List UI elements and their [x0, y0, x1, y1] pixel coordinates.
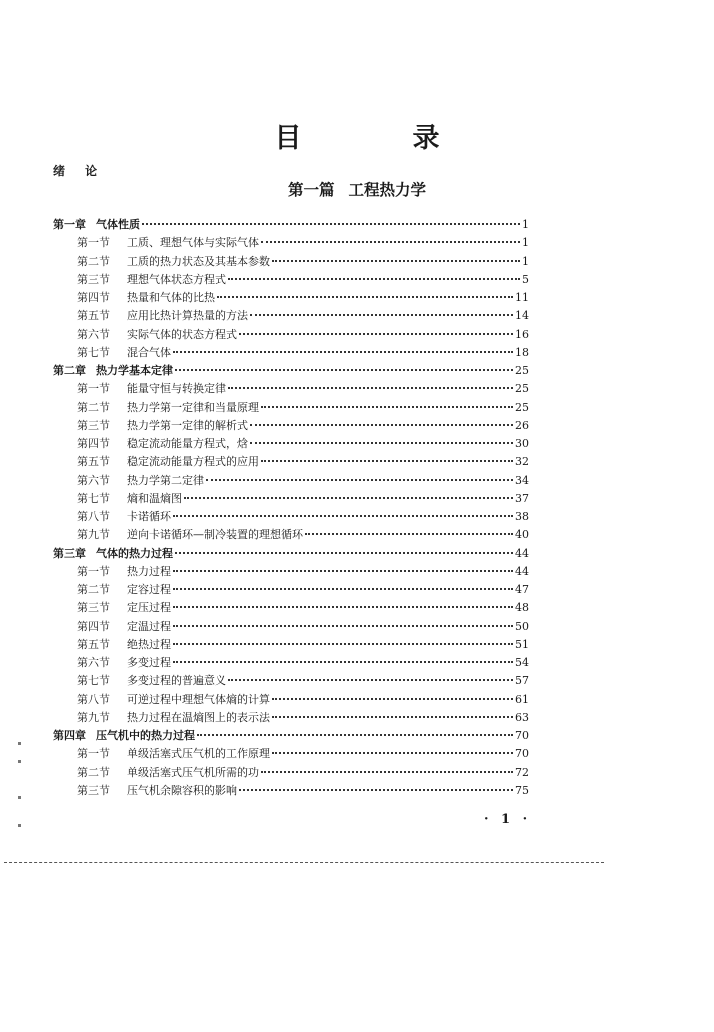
toc-section-row [53, 672, 529, 690]
toc-entry-number: 第五节 [77, 309, 110, 323]
toc-chapter-row [53, 727, 529, 745]
toc-section-row [53, 782, 529, 800]
toc-leader-dots [173, 643, 513, 645]
toc-leader-dots [228, 679, 513, 681]
toc-entry-number: 第九节 [77, 528, 110, 542]
scan-edge-line [4, 862, 604, 863]
toc-entry-number: 第四章 [53, 729, 86, 742]
toc-entry-title: 多变过程的普遍意义 [127, 674, 226, 688]
toc-leader-dots [197, 734, 513, 736]
toc-page-number: 70 [515, 747, 529, 761]
toc-leader-dots [305, 533, 513, 535]
toc-entry-title: 工质、理想气体与实际气体 [127, 236, 259, 250]
toc-entry-number: 第二节 [77, 583, 110, 596]
toc-leader-dots [261, 460, 513, 462]
toc-entry-number: 第三章 [53, 546, 86, 560]
toc-chapter-row [53, 362, 529, 380]
toc-leader-dots [272, 260, 520, 262]
toc-entry-title: 单级活塞式压气机的工作原理 [127, 747, 270, 761]
toc-entry-number: 第五节 [77, 455, 110, 469]
toc-page-number: 48 [515, 601, 529, 615]
scan-speck [18, 824, 21, 827]
toc-entry-number: 第六节 [77, 656, 110, 669]
toc-page-number: 1 [522, 218, 529, 231]
toc-section-row [53, 745, 529, 763]
toc-leader-dots [261, 771, 513, 773]
toc-page-number: 75 [515, 783, 529, 797]
toc-entry-title: 压气机中的热力过程 [96, 729, 195, 742]
toc-section-row [53, 234, 529, 252]
toc-entry-title: 热力学第二定律 [127, 473, 204, 487]
toc-section-row [53, 691, 529, 709]
toc-entry-number: 第七节 [77, 491, 110, 505]
toc-leader-dots [175, 369, 513, 371]
toc-leader-dots [250, 314, 513, 316]
toc-page-number: 1 [522, 254, 529, 268]
toc-page-number: 34 [515, 473, 529, 487]
part-title: 工程热力学 [348, 180, 427, 199]
toc-section-row [53, 472, 529, 490]
toc-page-number: 5 [522, 272, 529, 286]
toc-entry-title: 理想气体状态方程式 [127, 272, 226, 286]
toc-leader-dots [217, 296, 513, 298]
toc-entry-title: 热力学第一定律和当量原理 [127, 400, 259, 414]
toc-page-number: 47 [515, 583, 529, 596]
toc-page-number: 11 [515, 291, 529, 304]
toc-section-row [53, 417, 529, 435]
part-heading [0, 178, 714, 200]
toc-page-number: 61 [515, 692, 529, 706]
toc-entry-number: 第四节 [77, 291, 110, 304]
toc-page-number: 25 [515, 400, 529, 414]
toc-leader-dots [173, 570, 513, 572]
toc-page-number: 26 [515, 418, 529, 432]
toc-section-row [53, 618, 529, 636]
toc-entry-title: 卡诺循环 [127, 510, 171, 523]
toc-entry-number: 第七节 [77, 345, 110, 359]
toc-entry-title: 热力学基本定律 [96, 364, 173, 377]
toc-page-number: 40 [515, 528, 529, 542]
toc-page-number: 72 [515, 765, 529, 779]
toc-leader-dots [173, 515, 513, 517]
toc-entry-number: 第三节 [77, 418, 110, 432]
toc-entry-number: 第五节 [77, 637, 110, 651]
toc-entry-number: 第四节 [77, 437, 110, 450]
toc-entry-number: 第九节 [77, 710, 110, 724]
toc-section-row [53, 326, 529, 344]
toc-entry-title: 稳定流动能量方程式，焓 [127, 437, 248, 450]
toc-entry-title: 绝热过程 [127, 637, 171, 651]
toc-leader-dots [173, 606, 513, 608]
toc-entry-title: 能量守恒与转换定律 [127, 382, 226, 396]
toc-entry-title: 工质的热力状态及其基本参数 [127, 254, 270, 268]
toc-leader-dots [228, 387, 513, 389]
toc-section-row [53, 490, 529, 508]
toc-entry-number: 第一节 [77, 236, 110, 250]
toc-section-row [53, 453, 529, 471]
toc-section-row [53, 253, 529, 271]
toc-chapter-row [53, 216, 529, 234]
toc-page-number: 32 [515, 455, 529, 469]
toc-entry-title: 应用比热计算热量的方法 [127, 309, 248, 323]
toc-leader-dots [272, 752, 513, 754]
toc-entry-number: 第一章 [53, 218, 86, 231]
toc-entry-title: 多变过程 [127, 656, 171, 669]
toc-entry-title: 逆向卡诺循环—制冷装置的理想循环 [127, 528, 303, 542]
toc-entry-number: 第二章 [53, 364, 86, 377]
toc-entry-number: 第一节 [77, 382, 110, 396]
toc-entry-number: 第三节 [77, 272, 110, 286]
toc-entry-title: 单级活塞式压气机所需的功 [127, 765, 259, 779]
toc-section-row [53, 289, 529, 307]
toc-leader-dots [206, 479, 513, 481]
toc-page-number: 30 [515, 437, 529, 450]
intro-heading: 绪 论 [53, 164, 106, 178]
toc-section-row [53, 599, 529, 617]
toc-section-row [53, 581, 529, 599]
toc-entry-number: 第二节 [77, 765, 110, 779]
toc-section-row [53, 271, 529, 289]
toc-entry-title: 可逆过程中理想气体熵的计算 [127, 692, 270, 706]
toc-leader-dots [239, 333, 513, 335]
toc-page-number: 70 [515, 729, 529, 742]
toc-section-row [53, 508, 529, 526]
toc-section-row [53, 435, 529, 453]
toc-leader-dots [142, 223, 520, 225]
toc-page-number: 38 [515, 510, 529, 523]
toc-section-row [53, 563, 529, 581]
toc-leader-dots [250, 442, 513, 444]
toc-entry-title: 熵和温熵图 [127, 491, 182, 505]
toc-leader-dots [228, 278, 520, 280]
toc-section-row [53, 709, 529, 727]
toc-entry-number: 第七节 [77, 674, 110, 688]
scan-speck [18, 760, 21, 763]
toc-section-row [53, 344, 529, 362]
toc-section-row [53, 654, 529, 672]
toc-section-row [53, 307, 529, 325]
toc-page-number: 25 [515, 364, 529, 377]
toc-leader-dots [261, 241, 520, 243]
toc-leader-dots [173, 625, 513, 627]
toc-entry-number: 第一节 [77, 747, 110, 761]
toc-entry-title: 热力学第一定律的解析式 [127, 418, 248, 432]
toc-entry-number: 第二节 [77, 400, 110, 414]
toc-page-number: 44 [515, 564, 529, 578]
part-number: 第一篇 [287, 180, 335, 199]
toc-page-number: 44 [515, 546, 529, 560]
toc-entry-title: 稳定流动能量方程式的应用 [127, 455, 259, 469]
toc-entry-title: 气体的热力过程 [96, 546, 173, 560]
toc-entry-number: 第八节 [77, 692, 110, 706]
toc-page-number: 57 [515, 674, 529, 688]
toc-entry-number: 第四节 [77, 619, 110, 633]
toc-page-number: 25 [515, 382, 529, 396]
toc-entry-title: 热力过程 [127, 564, 171, 578]
toc-section-row [53, 764, 529, 782]
toc-entry-title: 混合气体 [127, 345, 171, 359]
toc-leader-dots [261, 406, 513, 408]
toc-leader-dots [173, 661, 513, 663]
toc-leader-dots [184, 497, 513, 499]
table-of-contents [53, 216, 529, 800]
toc-page-number: 1 [522, 236, 529, 250]
toc-leader-dots [173, 351, 513, 353]
toc-leader-dots [239, 789, 513, 791]
toc-page-number: 63 [515, 710, 529, 724]
toc-section-row [53, 380, 529, 398]
toc-page-number: 51 [515, 637, 529, 651]
toc-page-number: 37 [515, 491, 529, 505]
toc-leader-dots [175, 552, 513, 554]
toc-page-number: 18 [515, 345, 529, 359]
toc-entry-title: 定压过程 [127, 601, 171, 615]
page-title: 目 录 [274, 123, 482, 154]
page-number: · 1 · [484, 812, 532, 827]
toc-page-number: 14 [515, 309, 529, 323]
toc-entry-number: 第八节 [77, 510, 110, 523]
toc-chapter-row [53, 545, 529, 563]
toc-entry-title: 定温过程 [127, 619, 171, 633]
toc-section-row [53, 636, 529, 654]
toc-entry-number: 第一节 [77, 564, 110, 578]
toc-page-number: 54 [515, 656, 529, 669]
toc-page-number: 50 [515, 619, 529, 633]
scan-speck [18, 796, 21, 799]
toc-entry-title: 定容过程 [127, 583, 171, 596]
toc-entry-number: 第三节 [77, 601, 110, 615]
toc-entry-title: 气体性质 [96, 218, 140, 231]
toc-entry-title: 实际气体的状态方程式 [127, 327, 237, 341]
toc-leader-dots [173, 588, 513, 590]
scan-speck [18, 742, 21, 745]
toc-page-number: 16 [515, 327, 529, 341]
toc-entry-number: 第三节 [77, 783, 110, 797]
toc-leader-dots [272, 698, 513, 700]
toc-entry-title: 压气机余隙容积的影响 [127, 783, 237, 797]
toc-entry-number: 第六节 [77, 327, 110, 341]
toc-entry-title: 热量和气体的比热 [127, 291, 215, 304]
toc-entry-number: 第六节 [77, 473, 110, 487]
toc-entry-number: 第二节 [77, 254, 110, 268]
toc-entry-title: 热力过程在温熵图上的表示法 [127, 710, 270, 724]
toc-leader-dots [272, 716, 513, 718]
toc-section-row [53, 526, 529, 544]
toc-leader-dots [250, 424, 513, 426]
toc-section-row [53, 399, 529, 417]
